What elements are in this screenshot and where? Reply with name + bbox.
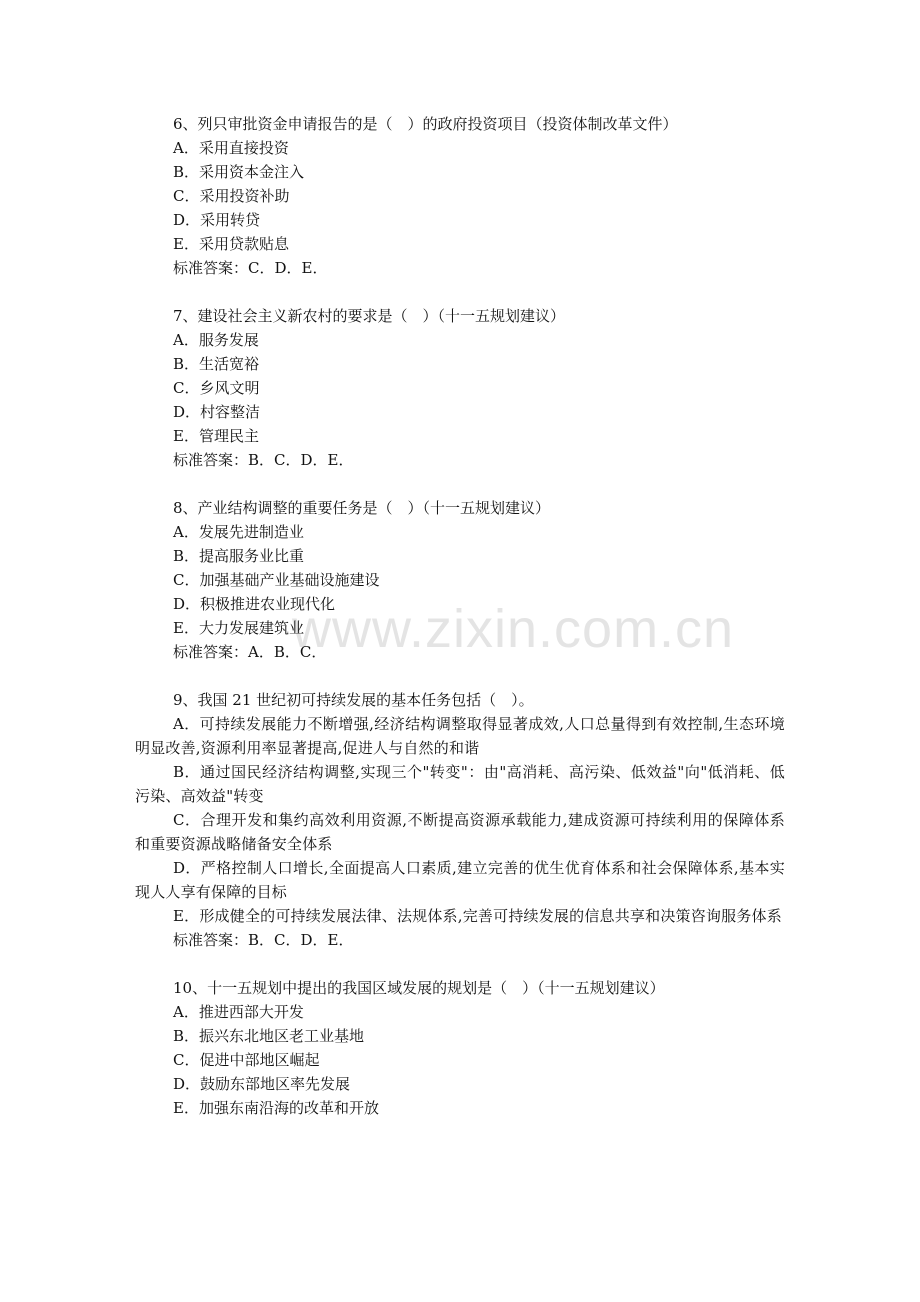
option-a: A．可持续发展能力不断增强,经济结构调整取得显著成效,人口总量得到有效控制,生态环境明显改善,资源利用率显著提高,促进人与自然的和谐 xyxy=(135,715,785,757)
option-d: D．严格控制人口增长,全面提高人口素质,建立完善的优生优育体系和社会保障体系,基本实现人人享有保障的目标 xyxy=(135,859,785,901)
option-b: B．生活宽裕 xyxy=(173,355,260,373)
question-stem: 6、列只审批资金申请报告的是（ ）的政府投资项目（投资体制改革文件） xyxy=(173,115,678,133)
option-e: E．形成健全的可持续发展法律、法规体系,完善可持续发展的信息共享和决策咨询服务体系 xyxy=(173,907,782,925)
question-7 xyxy=(135,304,785,472)
question-stem: 10、十一五规划中提出的我国区域发展的规划是（ ）（十一五规划建议） xyxy=(173,979,665,997)
option-a: A．发展先进制造业 xyxy=(173,523,304,541)
option-e: E．采用贷款贴息 xyxy=(173,235,289,253)
document-page xyxy=(135,112,785,1120)
watermark: www.zixin.com.cn xyxy=(292,599,735,659)
question-stem: 7、建设社会主义新农村的要求是（ ）（十一五规划建议） xyxy=(173,307,566,325)
option-b: B．振兴东北地区老工业基地 xyxy=(173,1027,365,1045)
standard-answer: 标准答案：A．B．C． xyxy=(173,643,327,661)
standard-answer: 标准答案：B．C．D．E． xyxy=(173,931,354,949)
question-6 xyxy=(135,112,785,280)
question-stem: 8、产业结构调整的重要任务是（ ）（十一五规划建议） xyxy=(173,499,551,517)
option-e: E．大力发展建筑业 xyxy=(173,619,304,637)
option-a: A．采用直接投资 xyxy=(173,139,289,157)
option-e: E．管理民主 xyxy=(173,427,259,445)
option-d: D．采用转贷 xyxy=(173,211,261,229)
option-d: D．村容整洁 xyxy=(173,403,261,421)
question-stem: 9、我国 21 世纪初可持续发展的基本任务包括（ ）。 xyxy=(173,691,534,709)
option-e: E．加强东南沿海的改革和开放 xyxy=(173,1099,379,1117)
standard-answer: 标准答案：B．C．D．E． xyxy=(173,451,354,469)
option-a: A．推进西部大开发 xyxy=(173,1003,304,1021)
option-c: C．加强基础产业基础设施建设 xyxy=(173,571,380,589)
option-b: B．提高服务业比重 xyxy=(173,547,305,565)
option-b: B．采用资本金注入 xyxy=(173,163,305,181)
standard-answer: 标准答案：C．D．E． xyxy=(173,259,328,277)
question-10 xyxy=(135,976,785,1120)
option-b: B．通过国民经济结构调整,实现三个"转变"：由"高消耗、高污染、低效益"向"低消耗、低污染、高效益"转变 xyxy=(135,763,785,805)
option-c: C．采用投资补助 xyxy=(173,187,290,205)
option-c: C．乡风文明 xyxy=(173,379,260,397)
option-d: D．积极推进农业现代化 xyxy=(173,595,336,613)
option-c: C．促进中部地区崛起 xyxy=(173,1051,320,1069)
question-8 xyxy=(135,496,785,664)
question-9 xyxy=(135,688,785,952)
option-d: D．鼓励东部地区率先发展 xyxy=(173,1075,351,1093)
option-c: C．合理开发和集约高效利用资源,不断提高资源承载能力,建成资源可持续利用的保障体系和重要资源战略储备安全体系 xyxy=(135,811,785,853)
option-a: A．服务发展 xyxy=(173,331,259,349)
